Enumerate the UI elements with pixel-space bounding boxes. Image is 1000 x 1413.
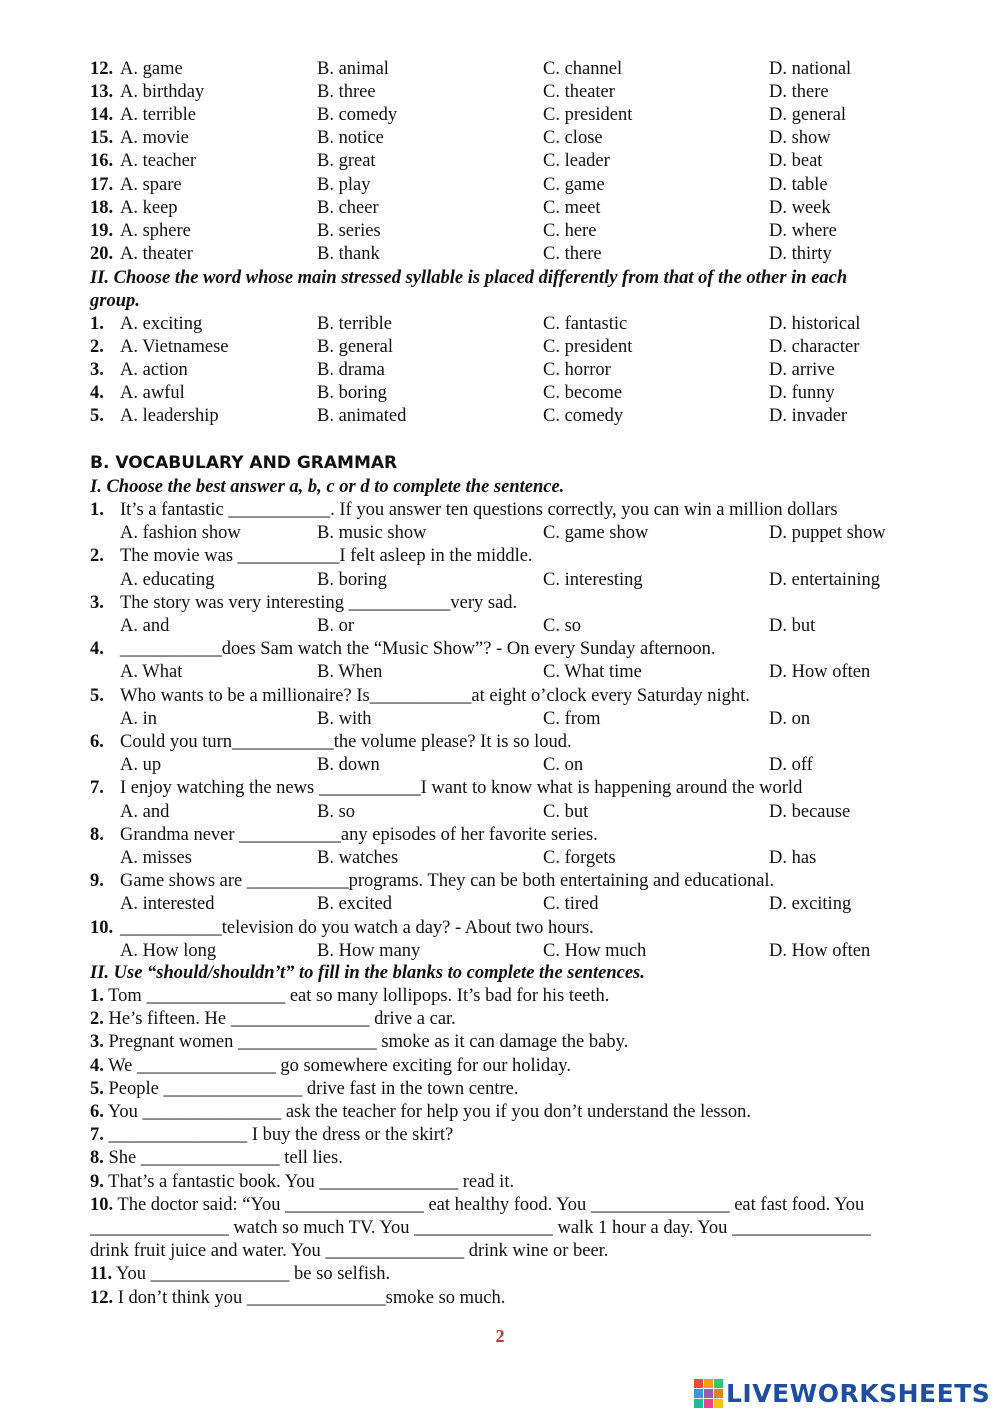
option-a[interactable]: A. up <box>120 755 162 776</box>
option-c[interactable]: C. forgets <box>543 848 616 868</box>
question-number: 12. <box>90 1287 114 1308</box>
question-text: The story was very interesting ___________very sad. <box>120 592 518 613</box>
question-number: 3. <box>90 360 104 381</box>
option-a[interactable]: A. fashion show <box>120 523 241 544</box>
question-text: Who wants to be a millionaire? Is___________at eight o’clock every Saturday night. <box>120 685 750 706</box>
option-d[interactable]: D. entertaining <box>769 569 880 590</box>
option-c[interactable]: C. but <box>543 801 589 822</box>
option-c[interactable]: C. fantastic <box>543 314 628 334</box>
option-d[interactable]: D. general <box>769 105 847 126</box>
option-c[interactable]: C. How much <box>543 940 647 961</box>
option-b[interactable]: B. play <box>317 174 371 195</box>
should-sentence <box>90 1263 390 1286</box>
option-c[interactable]: C. game show <box>543 523 649 544</box>
option-c[interactable]: C. from <box>543 708 601 729</box>
question-number: 1. <box>90 314 104 334</box>
question-number: 14. <box>90 105 114 126</box>
option-d[interactable]: D. historical <box>769 314 861 334</box>
sentence-text: You _______________ be so selfish. <box>112 1264 391 1285</box>
option-b[interactable]: B. notice <box>317 128 384 149</box>
option-b[interactable]: B. great <box>317 151 376 172</box>
option-d[interactable]: D. on <box>769 708 811 729</box>
option-b[interactable]: B. three <box>317 82 376 103</box>
option-a[interactable]: A. in <box>120 708 157 729</box>
option-a[interactable]: A. and <box>120 616 170 636</box>
option-d[interactable]: D. where <box>769 220 837 241</box>
option-d[interactable]: D. character <box>769 337 860 358</box>
option-c[interactable]: C. meet <box>543 197 601 218</box>
option-c[interactable]: C. theater <box>543 82 615 103</box>
question-number: 10. <box>90 917 114 938</box>
question-number: 3. <box>90 1032 104 1053</box>
option-a[interactable]: A. Vietnamese <box>120 337 229 358</box>
question-number: 2. <box>90 337 104 358</box>
question-number: 4. <box>90 639 104 660</box>
sentence-text: We _______________ go somewhere exciting for our holiday. <box>103 1055 571 1076</box>
sentence-text: I don’t think you _______________smoke so much. <box>113 1287 506 1308</box>
stress-heading-line-2: group. <box>90 291 140 311</box>
sentence-text: drink fruit juice and water. You _______________ drink wine or beer. <box>90 1241 609 1262</box>
should-sentence <box>90 1055 571 1078</box>
option-b[interactable]: B. series <box>317 220 381 241</box>
sentence-text: Pregnant women _______________ smoke as it can damage the baby. <box>103 1032 629 1053</box>
option-d[interactable]: D. funny <box>769 383 835 404</box>
question-number: 18. <box>90 197 114 218</box>
liveworksheets-logo[interactable] <box>694 1376 990 1410</box>
sentence-text: Tom _______________ eat so many lollipops. It’s bad for his teeth. <box>103 986 610 1006</box>
question-number: 20. <box>90 243 114 264</box>
should-sentence <box>90 1124 453 1147</box>
option-a[interactable]: A. interested <box>120 894 215 915</box>
question-number: 9. <box>90 871 104 892</box>
option-b[interactable]: B. animal <box>317 59 389 79</box>
question-number: 13. <box>90 82 114 103</box>
option-b[interactable]: B. boring <box>317 383 387 404</box>
should-sentence <box>90 1078 519 1101</box>
question-number: 3. <box>90 592 104 613</box>
should-sentence <box>90 1008 456 1031</box>
question-number: 8. <box>90 1148 104 1169</box>
option-b[interactable]: B. so <box>317 801 356 822</box>
question-text: Grandma never ___________any episodes of her favorite series. <box>120 824 598 845</box>
option-c[interactable]: C. tired <box>543 894 599 915</box>
option-b[interactable]: B. with <box>317 708 372 729</box>
option-b[interactable]: B. When <box>317 662 383 683</box>
should-sentence <box>90 1031 628 1054</box>
stress-heading-line-1: II. Choose the word whose main stressed syllable is placed differently from that of the other in each <box>90 268 848 288</box>
question-number: 2. <box>90 1009 104 1030</box>
option-b[interactable]: B. How many <box>317 940 421 961</box>
option-b[interactable]: B. excited <box>317 894 393 915</box>
option-a[interactable]: A. awful <box>120 383 185 404</box>
option-a[interactable]: A. and <box>120 801 170 822</box>
option-d[interactable]: D. has <box>769 848 817 868</box>
question-number: 4. <box>90 383 104 404</box>
option-d[interactable]: D. How often <box>769 662 871 683</box>
section-b-title: B. VOCABULARY AND GRAMMAR <box>90 453 398 473</box>
should-sentence <box>90 1101 751 1124</box>
question-text: Could you turn___________the volume please? It is so loud. <box>120 732 572 752</box>
question-text: I enjoy watching the news ___________I want to know what is happening around the world <box>120 778 803 799</box>
should-sentence <box>90 1147 343 1170</box>
option-b[interactable]: B. general <box>317 337 394 358</box>
question-number: 7. <box>90 778 104 799</box>
option-c[interactable]: C. leader <box>543 151 610 172</box>
sentence-text: People _______________ drive fast in the town centre. <box>103 1078 519 1099</box>
vocab-instruction: I. Choose the best answer a, b, c or d to complete the sentence. <box>90 477 565 497</box>
question-text: It’s a fantastic ___________. If you answer ten questions correctly, you can win a million dollars <box>120 500 838 520</box>
option-a[interactable]: A. sphere <box>120 220 191 241</box>
question-number: 17. <box>90 174 114 195</box>
option-c[interactable]: C. so <box>543 616 582 636</box>
should-instruction: II. Use “should/shouldn’t” to fill in the blanks to complete the sentences. <box>90 963 645 983</box>
option-a[interactable]: A. birthday <box>120 82 205 103</box>
sentence-text: _______________ watch so much TV. You _______________ walk 1 hour a day. You _______________ <box>90 1218 871 1238</box>
option-c[interactable]: C. channel <box>543 59 623 79</box>
option-a[interactable]: A. terrible <box>120 105 197 126</box>
should-sentence <box>90 1194 864 1217</box>
option-d[interactable]: D. because <box>769 801 851 822</box>
option-a[interactable]: A. action <box>120 360 188 381</box>
sentence-text: That’s a fantastic book. You _______________ read it. <box>103 1171 515 1192</box>
option-a[interactable]: A. leadership <box>120 406 219 427</box>
question-number: 2. <box>90 546 104 567</box>
question-number: 5. <box>90 406 104 427</box>
option-a[interactable]: A. exciting <box>120 314 203 334</box>
sentence-text: You _______________ ask the teacher for help you if you don’t understand the lesson. <box>103 1102 751 1122</box>
question-number: 5. <box>90 1078 104 1099</box>
option-b[interactable]: B. drama <box>317 360 385 381</box>
option-b[interactable]: B. terrible <box>317 314 393 334</box>
option-d[interactable]: D. week <box>769 197 831 218</box>
option-b[interactable]: B. boring <box>317 569 387 590</box>
logo-grid-icon <box>694 1379 723 1408</box>
option-b[interactable]: B. down <box>317 755 380 776</box>
question-number: 9. <box>90 1171 104 1192</box>
option-d[interactable]: D. but <box>769 616 816 636</box>
option-d[interactable]: D. there <box>769 82 829 103</box>
option-c[interactable]: C. president <box>543 337 633 358</box>
question-number: 12. <box>90 59 114 79</box>
option-a[interactable]: A. teacher <box>120 151 197 172</box>
option-a[interactable]: A. How long <box>120 940 217 961</box>
option-c[interactable]: C. on <box>543 755 584 776</box>
option-a[interactable]: A. theater <box>120 243 193 264</box>
question-number: 6. <box>90 1102 104 1122</box>
option-d[interactable]: D. puppet show <box>769 523 886 544</box>
option-c[interactable]: C. close <box>543 128 603 149</box>
question-number: 6. <box>90 732 104 752</box>
option-c[interactable]: C. president <box>543 105 633 126</box>
sentence-text: _______________ I buy the dress or the skirt? <box>103 1125 454 1146</box>
option-b[interactable]: B. or <box>317 616 354 636</box>
logo-text: LIVEWORKSHEETS <box>726 1378 991 1408</box>
option-c[interactable]: C. comedy <box>543 406 624 427</box>
option-a[interactable]: A. movie <box>120 128 189 149</box>
should-sentence <box>90 1217 871 1240</box>
option-d[interactable]: D. arrive <box>769 360 835 381</box>
sentence-text: He’s fifteen. He _______________ drive a car. <box>103 1009 456 1030</box>
option-c[interactable]: C. game <box>543 174 605 195</box>
option-c[interactable]: C. become <box>543 383 623 404</box>
option-b[interactable]: B. comedy <box>317 105 398 126</box>
option-b[interactable]: B. thank <box>317 243 380 264</box>
option-a[interactable]: A. spare <box>120 174 182 195</box>
should-sentence <box>90 1287 505 1310</box>
question-number: 16. <box>90 151 114 172</box>
option-d[interactable]: D. show <box>769 128 831 149</box>
should-sentence <box>90 985 609 1008</box>
option-a[interactable]: A. What <box>120 662 183 683</box>
question-text: ___________television do you watch a day? - About two hours. <box>120 917 594 938</box>
option-d[interactable]: D. national <box>769 59 852 79</box>
page-number: 2 <box>495 1326 505 1346</box>
option-a[interactable]: A. keep <box>120 197 178 218</box>
option-c[interactable]: C. horror <box>543 360 611 381</box>
question-number: 1. <box>90 500 104 520</box>
should-sentence <box>90 1240 608 1263</box>
option-d[interactable]: D. off <box>769 755 813 776</box>
question-number: 4. <box>90 1055 104 1076</box>
sentence-text: She _______________ tell lies. <box>103 1148 343 1169</box>
option-c[interactable]: C. What time <box>543 662 642 683</box>
question-number: 7. <box>90 1125 104 1146</box>
option-b[interactable]: B. watches <box>317 848 399 868</box>
question-number: 19. <box>90 220 114 241</box>
question-number: 11. <box>90 1264 113 1285</box>
question-text: The movie was ___________I felt asleep in the middle. <box>120 546 533 567</box>
option-d[interactable]: D. table <box>769 174 828 195</box>
question-text: ___________does Sam watch the “Music Show”? - On every Sunday afternoon. <box>120 639 716 660</box>
question-number: 5. <box>90 685 104 706</box>
option-a[interactable]: A. educating <box>120 569 215 590</box>
option-c[interactable]: C. here <box>543 220 597 241</box>
option-d[interactable]: D. exciting <box>769 894 852 915</box>
option-c[interactable]: C. there <box>543 243 602 264</box>
option-c[interactable]: C. interesting <box>543 569 643 590</box>
option-b[interactable]: B. animated <box>317 406 407 427</box>
option-b[interactable]: B. music show <box>317 523 427 544</box>
question-number: 15. <box>90 128 114 149</box>
question-number: 8. <box>90 824 104 845</box>
should-sentence <box>90 1171 514 1194</box>
option-d[interactable]: D. thirty <box>769 243 832 264</box>
option-a[interactable]: A. game <box>120 59 183 79</box>
question-number: 1. <box>90 986 104 1006</box>
option-d[interactable]: D. invader <box>769 406 848 427</box>
question-number: 10. <box>90 1194 114 1215</box>
option-d[interactable]: D. How often <box>769 940 871 961</box>
option-a[interactable]: A. misses <box>120 848 192 868</box>
sentence-text: The doctor said: “You _______________ eat healthy food. You _______________ eat fast food. You <box>113 1194 865 1215</box>
question-text: Game shows are ___________programs. They can be both entertaining and educational. <box>120 871 775 892</box>
option-b[interactable]: B. cheer <box>317 197 379 218</box>
option-d[interactable]: D. beat <box>769 151 823 172</box>
